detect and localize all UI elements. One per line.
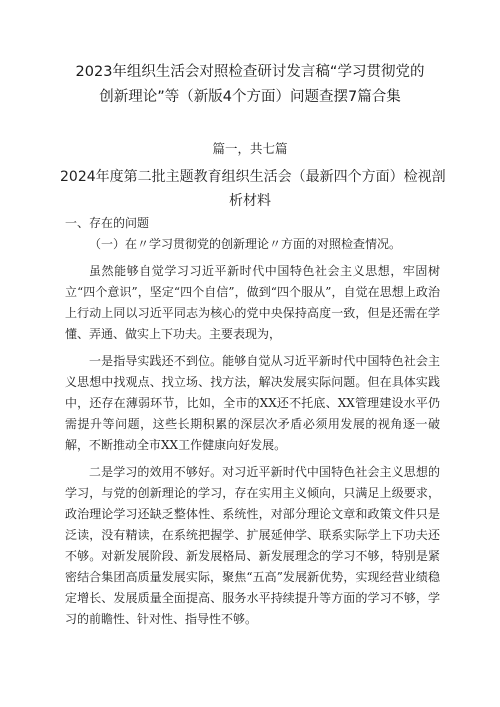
subsection-heading: （一）在〃学习贯彻党的创新理论〃方面的对照检查情况。 xyxy=(89,237,402,251)
part-label: 篇一，共七篇 xyxy=(212,141,288,156)
document-title-line-1: 2023年组织生活会对照检查研讨发言稿“学习贯彻党的 xyxy=(75,64,425,80)
section-heading: 一、存在的问题 xyxy=(65,216,150,230)
body-paragraph: 二是学习的效用不够好。对习近平新时代中国特色社会主义思想的学习，与党的创新理论的学习，存在实用主义倾向，只满足上级要求，政治理论学习还缺乏整体性、系统性，对部分理论文章和政策文件只是泛读，没有精读，在系统把握学、扩展延伸学、联系实际学上下功夫还不够。对新发展阶段、新发展格局、新发展理念的学习不够，特别是紧密结合集团高质量发展实际，聚焦“五高”发展新优势，实现经营业绩稳定增长、发展质量全面提高、服务水平持续提升等方面的学习不够，学习的前瞻性、针对性、指导性不够。 xyxy=(65,465,440,626)
document-title xyxy=(40,60,460,110)
section-title-line-2: 析材料 xyxy=(229,193,271,209)
section-title-line-1: 2024年度第二批主题教育组织生活会（最新四个方面）检视剖 xyxy=(60,169,446,185)
body-paragraph: 虽然能够自觉学习习近平新时代中国特色社会主义思想，牢固树立“四个意识”，坚定“四个自信”，做到“四个服从”，自觉在思想上政治上行动上同以习近平同志为核心的党中央保持高度一致，但是还需在学懂、弄通、做实上下功夫。主要表现为， xyxy=(65,264,440,341)
body-paragraph: 一是指导实践还不到位。能够自觉从习近平新时代中国特色社会主义思想中找观点、找立场、找方法，解决发展实际问题。但在具体实践中，还存在薄弱环节，比如，全市的XX还不托底、XX管理建设水平仍需提升等问题，这些长期积累的深层次矛盾必须用发展的视角逐一破解，不断推动全市XX工作健康向好发展。 xyxy=(65,354,440,452)
section-title xyxy=(60,165,446,213)
document-body xyxy=(65,213,440,630)
document-title-line-2: 创新理论”等（新版4个方面）问题查摆7篇合集 xyxy=(99,89,401,105)
